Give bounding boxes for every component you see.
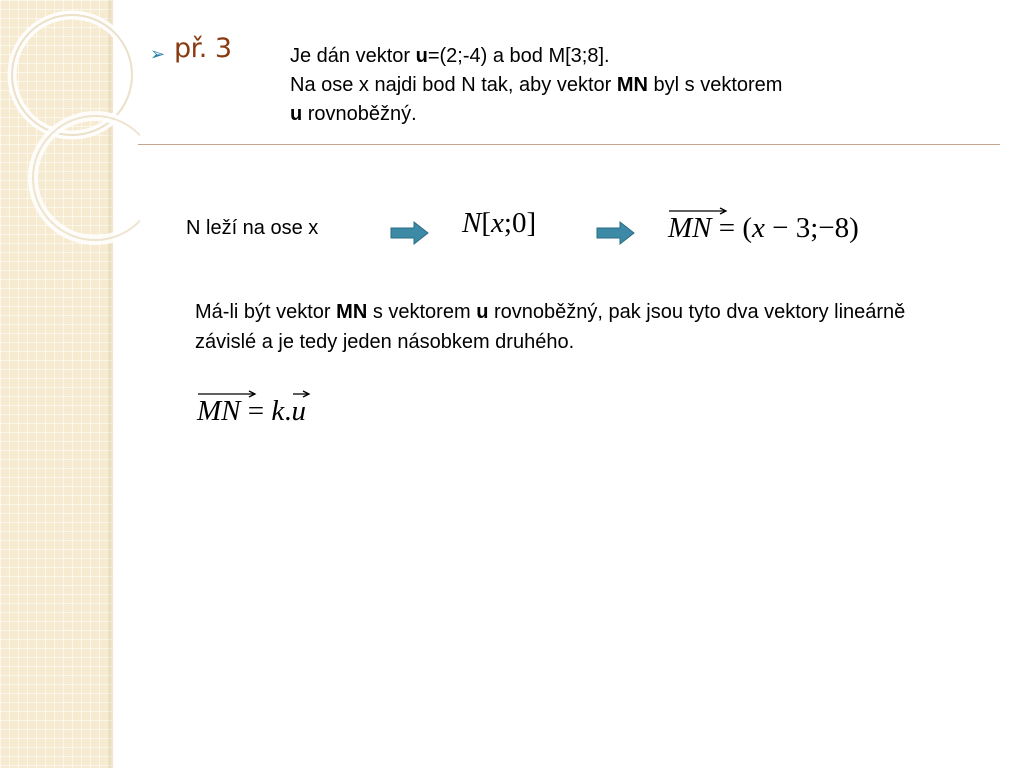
math-var-mn: MN bbox=[668, 212, 712, 244]
page-title: př. 3 bbox=[174, 33, 232, 64]
vector-mn bbox=[668, 212, 712, 245]
math-symbol: = bbox=[240, 395, 272, 427]
task-text: Je dán vektor bbox=[290, 45, 416, 67]
step-label: N leží na ose x bbox=[186, 217, 319, 239]
math-var-mn: MN bbox=[197, 395, 241, 427]
linear-dependence-formula bbox=[197, 395, 306, 428]
decorative-rings bbox=[0, 0, 140, 300]
math-symbol: ;0] bbox=[503, 207, 537, 239]
horizontal-divider bbox=[138, 144, 1000, 145]
task-line-3 bbox=[290, 100, 990, 129]
task-text: Na ose x najdi bod N tak, aby vektor bbox=[290, 74, 617, 96]
math-var-u: u bbox=[291, 395, 306, 427]
math-symbol: [ bbox=[481, 207, 492, 239]
task-line-1 bbox=[290, 42, 990, 71]
explanation-text: s vektorem bbox=[367, 301, 477, 323]
vector-u-bold: u bbox=[415, 45, 428, 67]
task-line-2 bbox=[290, 71, 990, 100]
vector-u-bold: u bbox=[290, 103, 303, 125]
task-text: byl s vektorem bbox=[647, 74, 783, 96]
right-arrow-icon bbox=[390, 220, 430, 246]
math-var-n: N bbox=[462, 207, 482, 239]
vector-arrow-icon bbox=[197, 389, 257, 399]
vector-arrow-icon bbox=[668, 206, 728, 216]
bullet-arrow-icon: ➢ bbox=[150, 44, 166, 64]
vector-mn-formula bbox=[668, 212, 859, 245]
math-var-x: x bbox=[752, 212, 765, 244]
vector-arrow-icon bbox=[291, 389, 311, 399]
vector-mn-bold: MN bbox=[336, 301, 368, 323]
vector-mn-bold: MN bbox=[616, 74, 648, 96]
task-statement bbox=[290, 42, 990, 129]
explanation-paragraph bbox=[195, 297, 955, 357]
explanation-text: rovnoběžný, pak jsou tyto dva vektory lineárně závislé a je tedy jeden násobkem druhého. bbox=[195, 301, 906, 353]
vector-mn bbox=[197, 395, 241, 428]
math-var-k: k bbox=[271, 395, 285, 427]
explanation-text: Má-li být vektor bbox=[195, 301, 337, 323]
point-n-formula bbox=[462, 207, 536, 240]
math-symbol: . bbox=[284, 395, 292, 427]
task-text: rovnoběžný. bbox=[302, 103, 417, 125]
vector-u bbox=[291, 395, 306, 428]
math-var-x: x bbox=[491, 207, 504, 239]
task-text: =(2;-4) a bod M[3;8]. bbox=[427, 45, 610, 67]
vector-u-bold: u bbox=[476, 301, 489, 323]
math-symbol: − 3;−8) bbox=[764, 212, 859, 244]
math-symbol: = ( bbox=[711, 212, 753, 244]
right-arrow-icon bbox=[596, 220, 636, 246]
